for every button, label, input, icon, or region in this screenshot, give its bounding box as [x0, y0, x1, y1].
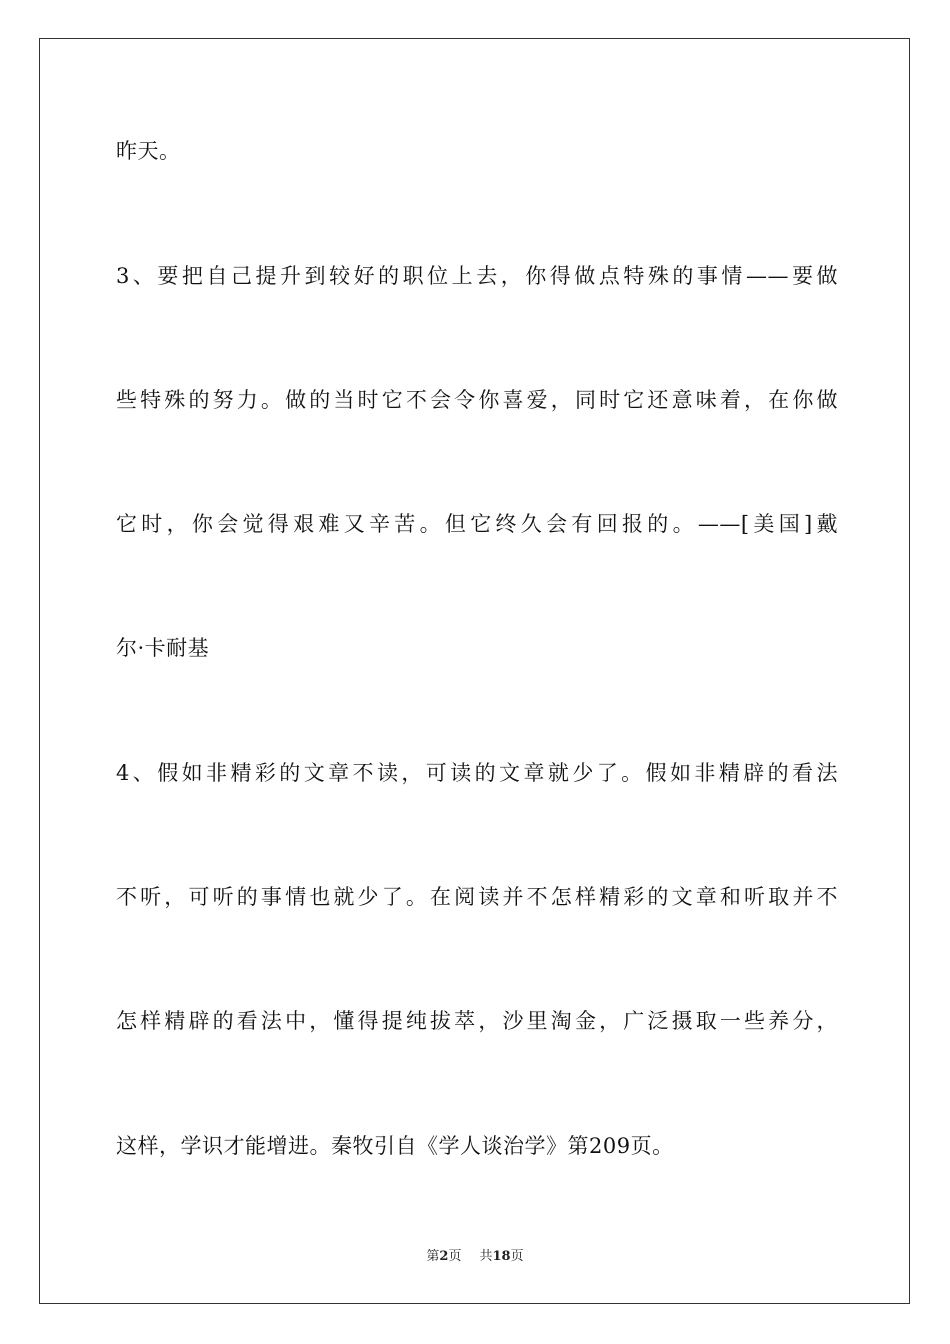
- page-footer: [0, 1248, 950, 1266]
- footer-total-suffix: 页: [510, 1249, 524, 1264]
- text-line-2: 3、要把自己提升到较好的职位上去，你得做点特殊的事情——要做: [116, 264, 838, 288]
- page-border: [39, 38, 910, 1304]
- text-line-9: 这样，学识才能增进。秦牧引自《学人谈治学》第209页。: [116, 1134, 674, 1158]
- footer-page-suffix: 页: [448, 1249, 462, 1264]
- footer-total-prefix: 共: [479, 1249, 493, 1264]
- footer-page-number: 2: [439, 1249, 449, 1264]
- text-line-5: 尔·卡耐基: [116, 636, 210, 660]
- text-line-1: 昨天。: [116, 139, 181, 163]
- text-line-3: 些特殊的努力。做的当时它不会令你喜爱，同时它还意味着，在你做: [116, 388, 838, 412]
- footer-total-pages: 18: [492, 1249, 511, 1264]
- footer-page-prefix: 第: [426, 1249, 440, 1264]
- text-line-8: 怎样精辟的看法中，懂得提纯拔萃，沙里淘金，广泛摄取一些养分，: [116, 1009, 838, 1033]
- text-line-4: 它时，你会觉得艰难又辛苦。但它终久会有回报的。——[美国]戴: [116, 512, 838, 536]
- text-line-6: 4、假如非精彩的文章不读，可读的文章就少了。假如非精辟的看法: [116, 761, 838, 785]
- text-line-7: 不听，可听的事情也就少了。在阅读并不怎样精彩的文章和听取并不: [116, 885, 838, 909]
